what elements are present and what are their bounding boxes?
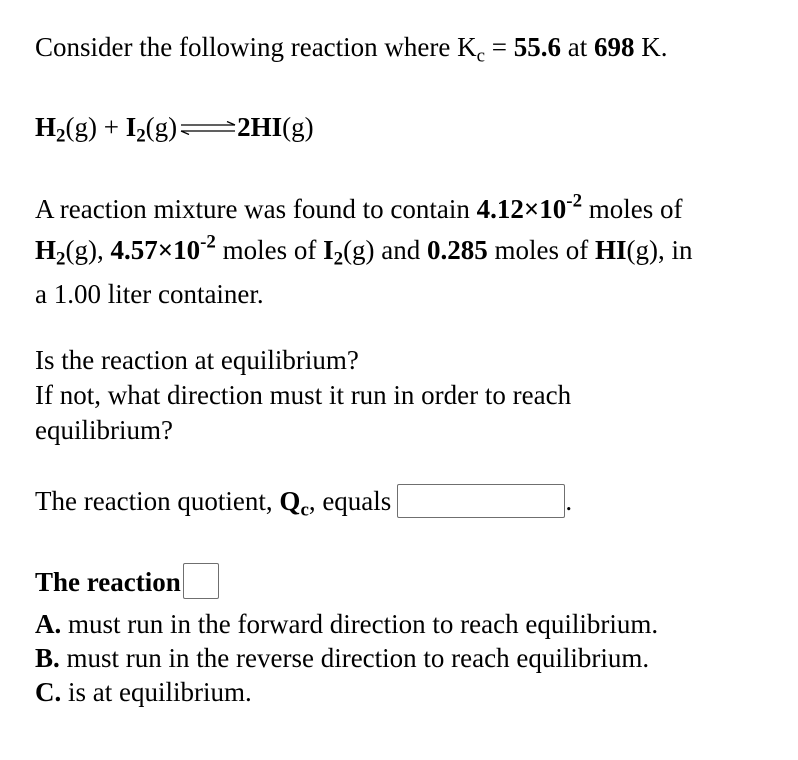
- i2-symbol: I: [323, 235, 334, 265]
- i2-state: (g) and: [343, 235, 428, 265]
- quotient-input[interactable]: [397, 484, 565, 518]
- h2-state: (g),: [65, 235, 111, 265]
- question-direction-line-2: equilibrium?: [35, 415, 173, 445]
- mixture-text-4: moles of: [487, 235, 596, 265]
- reactant1-state: (g): [65, 112, 97, 142]
- option-b-letter: B.: [35, 643, 60, 673]
- i2-subscript: 2: [333, 248, 344, 270]
- intro-at: at: [561, 32, 594, 62]
- h2-amount: $4.12\times 10^{-2}$: [476, 190, 583, 224]
- i2-amount: $4.57\times 10^{-2}$: [110, 231, 216, 265]
- question-equilibrium: Is the reaction at equilibrium?: [35, 345, 359, 375]
- quotient-row: [35, 487, 572, 521]
- reactant1-subscript: 2: [56, 125, 66, 147]
- reactant2-symbol: I: [125, 112, 137, 142]
- option-a-letter: A.: [35, 609, 62, 639]
- temperature-value: 698: [594, 32, 635, 62]
- question-direction-line-1: If not, what direction must it run in order to reach: [35, 380, 572, 410]
- direction-label: The reaction: [35, 567, 181, 598]
- mixture-text-1: A reaction mixture was found to contain: [35, 194, 477, 224]
- hi-state: (g), in: [626, 235, 693, 265]
- intro-sentence: [35, 32, 668, 67]
- hi-amount: 0.285: [427, 235, 488, 265]
- quotient-suffix: , equals: [308, 486, 392, 517]
- mixture-line-2: [35, 231, 693, 270]
- reactant1-symbol: H: [35, 112, 57, 142]
- equilibrium-arrow-icon: [179, 113, 237, 140]
- option-b: [35, 645, 649, 672]
- product-state: (g): [282, 112, 314, 142]
- k-subscript: c: [476, 45, 486, 67]
- k-value: 55.6: [513, 32, 561, 62]
- option-a: [35, 611, 658, 638]
- mixture-text-2: moles of: [582, 194, 683, 224]
- intro-prefix: Consider the following reaction where K: [35, 32, 477, 62]
- option-c-letter: C.: [35, 677, 62, 707]
- h2-symbol: H: [35, 235, 57, 265]
- hi-symbol: HI: [595, 235, 627, 265]
- quotient-symbol: Q: [279, 486, 301, 517]
- quotient-subscript: c: [300, 499, 309, 521]
- direction-input[interactable]: [183, 563, 219, 599]
- option-b-text: must run in the reverse direction to reach equilibrium.: [59, 643, 650, 673]
- reactant2-state: (g): [145, 112, 178, 142]
- direction-row: [35, 567, 219, 603]
- option-c: [35, 679, 252, 706]
- reactant2-subscript: 2: [136, 125, 146, 147]
- plus-sign: +: [96, 112, 126, 142]
- option-c-text: is at equilibrium.: [61, 677, 252, 707]
- chemical-equation: [35, 112, 314, 147]
- temperature-unit: K.: [634, 32, 668, 62]
- mixture-line-1: [35, 190, 683, 224]
- mixture-text-3: moles of: [215, 235, 324, 265]
- quotient-prefix: The reaction quotient,: [35, 486, 280, 517]
- h2-subscript: 2: [56, 248, 66, 270]
- quotient-period: .: [565, 486, 573, 517]
- option-a-text: must run in the forward direction to reach equilibrium.: [61, 609, 659, 639]
- intro-equals: =: [485, 32, 514, 62]
- product-formula: 2HI: [237, 112, 283, 142]
- mixture-line-3: a 1.00 liter container.: [35, 279, 264, 309]
